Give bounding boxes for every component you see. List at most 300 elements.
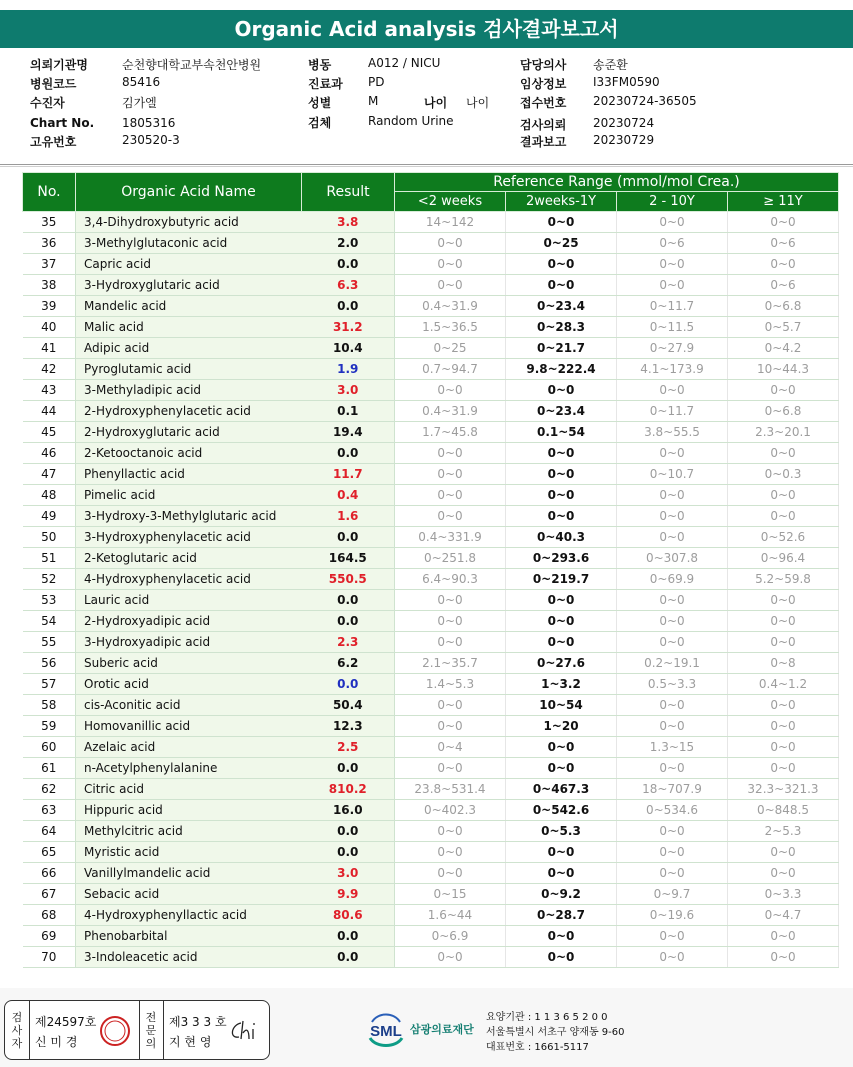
reference-range: 1.6~44 bbox=[395, 905, 506, 926]
reference-range: 1.5~36.5 bbox=[395, 317, 506, 338]
table-row bbox=[23, 275, 839, 296]
result-value: 2.0 bbox=[302, 233, 395, 254]
result-value: 0.0 bbox=[302, 590, 395, 611]
tester-label bbox=[10, 1011, 24, 1050]
reference-range: 0~0 bbox=[728, 506, 839, 527]
acid-name: Pyroglutamic acid bbox=[76, 359, 302, 380]
reference-range: 0~0 bbox=[728, 485, 839, 506]
reference-range: 0~0 bbox=[395, 611, 506, 632]
acid-name: 3,4-Dihydroxybutyric acid bbox=[76, 212, 302, 233]
row-number: 50 bbox=[23, 527, 76, 548]
table-row bbox=[23, 359, 839, 380]
table-row bbox=[23, 212, 839, 233]
reference-range: 0~0 bbox=[617, 611, 728, 632]
reference-range: 0~0 bbox=[617, 380, 728, 401]
table-row bbox=[23, 695, 839, 716]
acid-name: Suberic acid bbox=[76, 653, 302, 674]
row-number: 49 bbox=[23, 506, 76, 527]
reference-range: 0~28.3 bbox=[506, 317, 617, 338]
row-number: 46 bbox=[23, 443, 76, 464]
acid-name: 3-Methylglutaconic acid bbox=[76, 233, 302, 254]
reference-range: 0~9.7 bbox=[617, 884, 728, 905]
table-row bbox=[23, 758, 839, 779]
tester-label-char: 자 bbox=[11, 1037, 23, 1050]
row-number: 58 bbox=[23, 695, 76, 716]
row-number: 53 bbox=[23, 590, 76, 611]
row-number: 54 bbox=[23, 611, 76, 632]
specimen-value: Random Urine bbox=[368, 114, 454, 128]
row-number: 56 bbox=[23, 653, 76, 674]
reference-range: 0~8 bbox=[728, 653, 839, 674]
reference-range: 10~54 bbox=[506, 695, 617, 716]
row-number: 44 bbox=[23, 401, 76, 422]
clinical-info-label: 임상정보 bbox=[520, 77, 567, 91]
result-value: 3.0 bbox=[302, 863, 395, 884]
row-number: 36 bbox=[23, 233, 76, 254]
row-number: 68 bbox=[23, 905, 76, 926]
age-label: 나이 bbox=[424, 96, 448, 110]
patient-name-label: 수진자 bbox=[30, 96, 65, 110]
row-number: 63 bbox=[23, 800, 76, 821]
table-row bbox=[23, 884, 839, 905]
reference-range: 0~0 bbox=[728, 632, 839, 653]
table-row bbox=[23, 863, 839, 884]
table-row bbox=[23, 821, 839, 842]
acid-name: n-Acetylphenylalanine bbox=[76, 758, 302, 779]
result-value: 0.0 bbox=[302, 926, 395, 947]
header-range-2: 2 - 10Y bbox=[617, 192, 728, 212]
reference-range: 0~0 bbox=[506, 758, 617, 779]
reference-range: 0~0 bbox=[728, 212, 839, 233]
reference-range: 0~5.7 bbox=[728, 317, 839, 338]
reference-range: 0~6 bbox=[728, 275, 839, 296]
reference-range: 0~27.6 bbox=[506, 653, 617, 674]
table-row bbox=[23, 737, 839, 758]
table-row bbox=[23, 905, 839, 926]
reference-range: 0~23.4 bbox=[506, 296, 617, 317]
reference-range: 18~707.9 bbox=[617, 779, 728, 800]
table-row bbox=[23, 527, 839, 548]
reference-range: 5.2~59.8 bbox=[728, 569, 839, 590]
reference-range: 0~0 bbox=[506, 506, 617, 527]
acid-name: 4-Hydroxyphenyllactic acid bbox=[76, 905, 302, 926]
hospital-code-value: 85416 bbox=[122, 75, 161, 89]
reference-range: 10~44.3 bbox=[728, 359, 839, 380]
table-row bbox=[23, 569, 839, 590]
header-result: Result bbox=[302, 173, 395, 212]
acid-name: 2-Hydroxyglutaric acid bbox=[76, 422, 302, 443]
reference-range: 0~0 bbox=[395, 464, 506, 485]
header-no: No. bbox=[23, 173, 76, 212]
result-value: 0.4 bbox=[302, 485, 395, 506]
row-number: 67 bbox=[23, 884, 76, 905]
results-table bbox=[22, 172, 839, 968]
table-row bbox=[23, 422, 839, 443]
unique-no-value: 230520-3 bbox=[122, 133, 180, 147]
reference-range: 0~0 bbox=[506, 863, 617, 884]
reference-range: 0~0 bbox=[395, 863, 506, 884]
reference-range: 0~15 bbox=[395, 884, 506, 905]
reference-range: 0~0 bbox=[617, 695, 728, 716]
result-value: 6.3 bbox=[302, 275, 395, 296]
reference-range: 0~0 bbox=[617, 632, 728, 653]
acid-name: 4-Hydroxyphenylacetic acid bbox=[76, 569, 302, 590]
reference-range: 0~0 bbox=[617, 254, 728, 275]
sex-label: 성별 bbox=[308, 96, 332, 110]
tester-license: 제24597호 bbox=[35, 1015, 97, 1029]
reference-range: 0~0 bbox=[728, 842, 839, 863]
specialist-label bbox=[144, 1011, 158, 1050]
row-number: 66 bbox=[23, 863, 76, 884]
acid-name: 2-Ketooctanoic acid bbox=[76, 443, 302, 464]
acid-name: Phenobarbital bbox=[76, 926, 302, 947]
hospital-code-label: 병원코드 bbox=[30, 77, 77, 91]
table-row bbox=[23, 506, 839, 527]
acid-name: Hippuric acid bbox=[76, 800, 302, 821]
reference-range: 0~0 bbox=[506, 275, 617, 296]
acid-name: Capric acid bbox=[76, 254, 302, 275]
reference-range: 0~0 bbox=[617, 485, 728, 506]
reference-range: 9.8~222.4 bbox=[506, 359, 617, 380]
reference-range: 0~402.3 bbox=[395, 800, 506, 821]
row-number: 48 bbox=[23, 485, 76, 506]
table-row bbox=[23, 611, 839, 632]
table-row bbox=[23, 380, 839, 401]
reference-range: 0.5~3.3 bbox=[617, 674, 728, 695]
acid-name: Orotic acid bbox=[76, 674, 302, 695]
institution-value: 순천향대학교부속천안병원 bbox=[122, 58, 262, 72]
table-row bbox=[23, 548, 839, 569]
result-value: 2.3 bbox=[302, 632, 395, 653]
department-value: PD bbox=[368, 75, 385, 89]
reference-range: 0~4.2 bbox=[728, 338, 839, 359]
specialist-license: 제3 3 3 호 bbox=[169, 1015, 227, 1029]
row-number: 64 bbox=[23, 821, 76, 842]
reference-range: 0~0 bbox=[395, 506, 506, 527]
acid-name: Mandelic acid bbox=[76, 296, 302, 317]
reference-range: 0~0 bbox=[395, 443, 506, 464]
org-phone: 대표번호 : 1661-5117 bbox=[486, 1042, 589, 1053]
reference-range: 0~11.7 bbox=[617, 296, 728, 317]
unique-no-label: 고유번호 bbox=[30, 135, 77, 149]
reference-range: 0~0 bbox=[395, 947, 506, 968]
reference-range: 0~0 bbox=[617, 590, 728, 611]
age-value: 나이 bbox=[466, 96, 490, 110]
reference-range: 0~28.7 bbox=[506, 905, 617, 926]
reference-range: 0.7~94.7 bbox=[395, 359, 506, 380]
acid-name: 3-Hydroxyadipic acid bbox=[76, 632, 302, 653]
header-name: Organic Acid Name bbox=[76, 173, 302, 212]
acid-name: 3-Methyladipic acid bbox=[76, 380, 302, 401]
table-row bbox=[23, 926, 839, 947]
result-value: 0.1 bbox=[302, 401, 395, 422]
reference-range: 0~467.3 bbox=[506, 779, 617, 800]
table-row bbox=[23, 464, 839, 485]
reference-range: 0~5.3 bbox=[506, 821, 617, 842]
result-value: 9.9 bbox=[302, 884, 395, 905]
specialist-label-char: 전 bbox=[145, 1011, 157, 1024]
table-row bbox=[23, 338, 839, 359]
doctor-label: 담당의사 bbox=[520, 58, 567, 72]
reference-range: 0~0 bbox=[728, 926, 839, 947]
table-row bbox=[23, 317, 839, 338]
reference-range: 0~25 bbox=[395, 338, 506, 359]
acid-name: 2-Ketoglutaric acid bbox=[76, 548, 302, 569]
reference-range: 0~534.6 bbox=[617, 800, 728, 821]
receipt-no-label: 접수번호 bbox=[520, 96, 567, 110]
reference-range: 0~0 bbox=[728, 590, 839, 611]
result-value: 550.5 bbox=[302, 569, 395, 590]
acid-name: 3-Indoleacetic acid bbox=[76, 947, 302, 968]
table-row bbox=[23, 653, 839, 674]
acid-name: Myristic acid bbox=[76, 842, 302, 863]
acid-name: 3-Hydroxyglutaric acid bbox=[76, 275, 302, 296]
result-value: 50.4 bbox=[302, 695, 395, 716]
table-row bbox=[23, 485, 839, 506]
reference-range: 0~307.8 bbox=[617, 548, 728, 569]
reference-range: 0~0 bbox=[728, 947, 839, 968]
header-range-3: ≥ 11Y bbox=[728, 192, 839, 212]
department-label: 진료과 bbox=[308, 77, 343, 91]
reference-range: 0~0 bbox=[395, 632, 506, 653]
row-number: 35 bbox=[23, 212, 76, 233]
specialist-signature bbox=[227, 1017, 263, 1045]
reference-range: 0~0 bbox=[617, 758, 728, 779]
reference-range: 0~0 bbox=[506, 737, 617, 758]
reference-range: 0~0 bbox=[506, 926, 617, 947]
reference-range: 0~0 bbox=[395, 380, 506, 401]
reference-range: 0~6.8 bbox=[728, 401, 839, 422]
table-row bbox=[23, 443, 839, 464]
acid-name: Methylcitric acid bbox=[76, 821, 302, 842]
reference-range: 0~0 bbox=[617, 275, 728, 296]
reference-range: 14~142 bbox=[395, 212, 506, 233]
reference-range: 0~0 bbox=[728, 758, 839, 779]
result-value: 164.5 bbox=[302, 548, 395, 569]
acid-name: Sebacic acid bbox=[76, 884, 302, 905]
reference-range: 0~0 bbox=[506, 842, 617, 863]
reference-range: 0~0 bbox=[728, 695, 839, 716]
table-row bbox=[23, 716, 839, 737]
reference-range: 0~542.6 bbox=[506, 800, 617, 821]
reference-range: 1~3.2 bbox=[506, 674, 617, 695]
result-value: 0.0 bbox=[302, 947, 395, 968]
acid-name: 2-Hydroxyphenylacetic acid bbox=[76, 401, 302, 422]
reference-range: 0~0 bbox=[506, 632, 617, 653]
acid-name: Malic acid bbox=[76, 317, 302, 338]
table-row bbox=[23, 401, 839, 422]
result-value: 0.0 bbox=[302, 254, 395, 275]
reference-range: 0~6.8 bbox=[728, 296, 839, 317]
divider bbox=[0, 166, 853, 167]
reference-range: 0~6.9 bbox=[395, 926, 506, 947]
reference-range: 0.4~331.9 bbox=[395, 527, 506, 548]
result-value: 6.2 bbox=[302, 653, 395, 674]
reference-range: 0~0 bbox=[617, 506, 728, 527]
row-number: 60 bbox=[23, 737, 76, 758]
tester-name: 신 미 경 bbox=[35, 1035, 78, 1049]
reference-range: 6.4~90.3 bbox=[395, 569, 506, 590]
row-number: 51 bbox=[23, 548, 76, 569]
reference-range: 0~0 bbox=[395, 254, 506, 275]
result-value: 3.0 bbox=[302, 380, 395, 401]
row-number: 62 bbox=[23, 779, 76, 800]
reference-range: 0~27.9 bbox=[617, 338, 728, 359]
row-number: 40 bbox=[23, 317, 76, 338]
result-value: 0.0 bbox=[302, 611, 395, 632]
row-number: 52 bbox=[23, 569, 76, 590]
row-number: 65 bbox=[23, 842, 76, 863]
reference-range: 0~23.4 bbox=[506, 401, 617, 422]
result-value: 0.0 bbox=[302, 821, 395, 842]
result-value: 810.2 bbox=[302, 779, 395, 800]
reference-range: 4.1~173.9 bbox=[617, 359, 728, 380]
reference-range: 0~96.4 bbox=[728, 548, 839, 569]
header-range-0: <2 weeks bbox=[395, 192, 506, 212]
reference-range: 0~0 bbox=[617, 842, 728, 863]
reference-range: 0~0 bbox=[506, 380, 617, 401]
reference-range: 0.2~19.1 bbox=[617, 653, 728, 674]
reference-range: 0~0 bbox=[728, 737, 839, 758]
reference-range: 0~52.6 bbox=[728, 527, 839, 548]
org-address-block bbox=[486, 1010, 625, 1055]
reference-range: 0~0 bbox=[395, 485, 506, 506]
reference-range: 0~0 bbox=[506, 611, 617, 632]
result-value: 31.2 bbox=[302, 317, 395, 338]
reference-range: 0~0 bbox=[617, 716, 728, 737]
table-row bbox=[23, 800, 839, 821]
table-row bbox=[23, 296, 839, 317]
reference-range: 3.8~55.5 bbox=[617, 422, 728, 443]
result-value: 0.0 bbox=[302, 674, 395, 695]
result-value: 0.0 bbox=[302, 527, 395, 548]
reference-range: 0.4~31.9 bbox=[395, 401, 506, 422]
ward-value: A012 / NICU bbox=[368, 56, 441, 70]
result-value: 19.4 bbox=[302, 422, 395, 443]
reference-range: 0~0 bbox=[395, 842, 506, 863]
acid-name: Phenyllactic acid bbox=[76, 464, 302, 485]
reference-range: 0~0 bbox=[728, 863, 839, 884]
ward-label: 병동 bbox=[308, 58, 332, 72]
row-number: 37 bbox=[23, 254, 76, 275]
table-row bbox=[23, 842, 839, 863]
reference-range: 0.4~31.9 bbox=[395, 296, 506, 317]
reference-range: 23.8~531.4 bbox=[395, 779, 506, 800]
reference-range: 0~21.7 bbox=[506, 338, 617, 359]
reference-range: 0~0 bbox=[395, 233, 506, 254]
row-number: 41 bbox=[23, 338, 76, 359]
clinical-info-value: I33FM0590 bbox=[593, 75, 660, 89]
acid-name: 3-Hydroxyphenylacetic acid bbox=[76, 527, 302, 548]
org-address: 서울특별시 서초구 양재동 9-60 bbox=[486, 1027, 625, 1038]
table-row bbox=[23, 233, 839, 254]
result-value: 80.6 bbox=[302, 905, 395, 926]
result-value: 0.0 bbox=[302, 842, 395, 863]
reference-range: 0~0 bbox=[617, 212, 728, 233]
reference-range: 0~19.6 bbox=[617, 905, 728, 926]
table-row bbox=[23, 590, 839, 611]
reference-range: 0~0 bbox=[506, 443, 617, 464]
reference-range: 2~5.3 bbox=[728, 821, 839, 842]
result-value: 3.8 bbox=[302, 212, 395, 233]
reference-range: 0.4~1.2 bbox=[728, 674, 839, 695]
reference-range: 1.3~15 bbox=[617, 737, 728, 758]
chart-no-label: Chart No. bbox=[30, 116, 95, 130]
tester-label-char: 검 bbox=[11, 1011, 23, 1024]
institution-label: 의뢰기관명 bbox=[30, 58, 88, 72]
reference-range: 0~0 bbox=[395, 716, 506, 737]
result-value: 1.6 bbox=[302, 506, 395, 527]
acid-name: Citric acid bbox=[76, 779, 302, 800]
table-row bbox=[23, 779, 839, 800]
reference-range: 0~6 bbox=[728, 233, 839, 254]
report-date-value: 20230729 bbox=[593, 133, 655, 147]
row-number: 61 bbox=[23, 758, 76, 779]
reference-range: 1.4~5.3 bbox=[395, 674, 506, 695]
acid-name: 3-Hydroxy-3-Methylglutaric acid bbox=[76, 506, 302, 527]
reference-range: 1~20 bbox=[506, 716, 617, 737]
row-number: 59 bbox=[23, 716, 76, 737]
row-number: 55 bbox=[23, 632, 76, 653]
reference-range: 0~0 bbox=[395, 590, 506, 611]
reference-range: 0~0 bbox=[506, 485, 617, 506]
reference-range: 0~0 bbox=[506, 947, 617, 968]
row-number: 38 bbox=[23, 275, 76, 296]
result-value: 2.5 bbox=[302, 737, 395, 758]
agency-code: 요양기관 : 1 1 3 6 5 2 0 0 bbox=[486, 1012, 608, 1023]
reference-range: 0~25 bbox=[506, 233, 617, 254]
reference-range: 0~0 bbox=[395, 275, 506, 296]
report-date-label: 결과보고 bbox=[520, 135, 567, 149]
reference-range: 0~0 bbox=[617, 443, 728, 464]
row-number: 70 bbox=[23, 947, 76, 968]
row-number: 43 bbox=[23, 380, 76, 401]
acid-name: Azelaic acid bbox=[76, 737, 302, 758]
reference-range: 0~0.3 bbox=[728, 464, 839, 485]
specimen-label: 검체 bbox=[308, 116, 332, 130]
reference-range: 0~0 bbox=[728, 380, 839, 401]
request-date-value: 20230724 bbox=[593, 116, 655, 130]
reference-range: 0~0 bbox=[617, 926, 728, 947]
patient-info bbox=[0, 52, 853, 162]
table-row bbox=[23, 632, 839, 653]
tester-seal bbox=[99, 1015, 131, 1047]
specialist-label-char: 문 bbox=[145, 1024, 157, 1037]
chart-no-value: 1805316 bbox=[122, 116, 176, 130]
reference-range: 0.1~54 bbox=[506, 422, 617, 443]
reference-range: 0~0 bbox=[506, 464, 617, 485]
reference-range: 0~11.5 bbox=[617, 317, 728, 338]
row-number: 39 bbox=[23, 296, 76, 317]
acid-name: Pimelic acid bbox=[76, 485, 302, 506]
org-name: 삼광의료재단 bbox=[410, 1023, 474, 1036]
table-row bbox=[23, 674, 839, 695]
divider bbox=[0, 164, 853, 165]
result-value: 0.0 bbox=[302, 758, 395, 779]
reference-range: 0~10.7 bbox=[617, 464, 728, 485]
reference-range: 0~11.7 bbox=[617, 401, 728, 422]
reference-range: 0~0 bbox=[617, 821, 728, 842]
reference-range: 0~4 bbox=[395, 737, 506, 758]
reference-range: 0~0 bbox=[395, 821, 506, 842]
result-value: 10.4 bbox=[302, 338, 395, 359]
report-title: Organic Acid analysis 검사결과보고서 bbox=[0, 10, 853, 48]
tester-label-char: 사 bbox=[11, 1024, 23, 1037]
reference-range: 0~0 bbox=[728, 611, 839, 632]
reference-range: 0~0 bbox=[506, 254, 617, 275]
reference-range: 0~0 bbox=[728, 443, 839, 464]
reference-range: 0~0 bbox=[506, 590, 617, 611]
